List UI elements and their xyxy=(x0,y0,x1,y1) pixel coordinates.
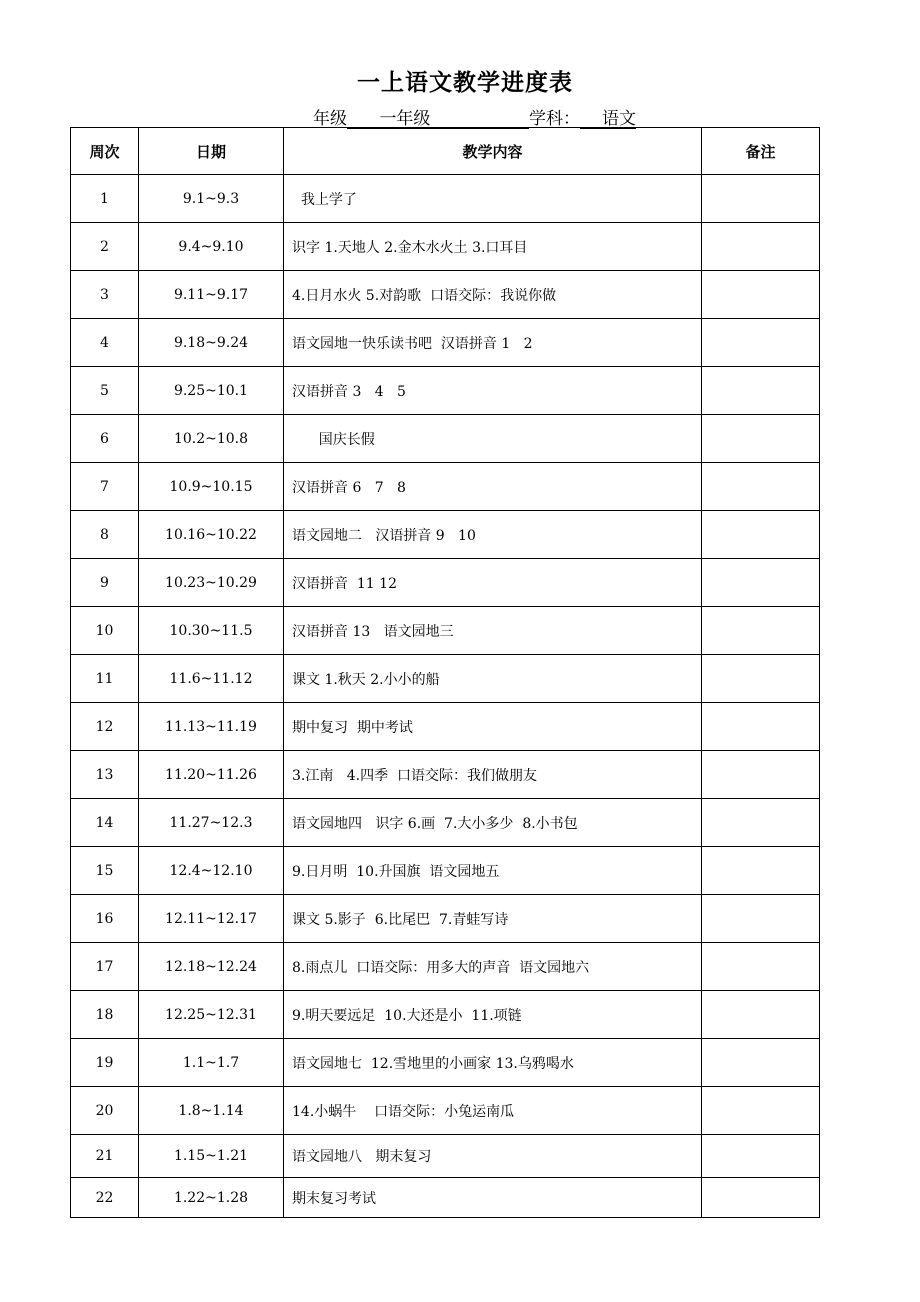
week-cell: 11 xyxy=(71,655,139,703)
note-cell xyxy=(702,751,820,799)
note-cell xyxy=(702,1135,820,1178)
content-cell: 识字 1.天地人 2.金木水火土 3.口耳目 xyxy=(284,223,702,271)
header-week: 周次 xyxy=(71,128,139,175)
content-cell: 课文 5.影子 6.比尾巴 7.青蛙写诗 xyxy=(284,895,702,943)
date-cell: 11.13~11.19 xyxy=(139,703,284,751)
content-cell: 国庆长假 xyxy=(284,415,702,463)
subject-label: 学科： xyxy=(529,109,580,129)
note-cell xyxy=(702,703,820,751)
table-row xyxy=(71,511,820,559)
week-cell: 15 xyxy=(71,847,139,895)
table-header-row xyxy=(71,128,820,175)
date-cell: 1.1~1.7 xyxy=(139,1039,284,1087)
schedule-table xyxy=(70,127,820,1218)
content-cell: 4.日月水火 5.对韵歌 口语交际：我说你做 xyxy=(284,271,702,319)
note-cell xyxy=(702,1039,820,1087)
note-cell xyxy=(702,1087,820,1135)
content-cell: 3.江南 4.四季 口语交际：我们做朋友 xyxy=(284,751,702,799)
content-cell: 期末复习考试 xyxy=(284,1178,702,1218)
date-cell: 10.30~11.5 xyxy=(139,607,284,655)
content-cell: 语文园地八 期末复习 xyxy=(284,1135,702,1178)
date-cell: 9.25~10.1 xyxy=(139,367,284,415)
date-cell: 9.11~9.17 xyxy=(139,271,284,319)
table-row xyxy=(71,751,820,799)
week-cell: 16 xyxy=(71,895,139,943)
note-cell xyxy=(702,319,820,367)
content-cell: 语文园地一快乐读书吧 汉语拼音 1 2 xyxy=(284,319,702,367)
date-cell: 12.4~12.10 xyxy=(139,847,284,895)
header-date: 日期 xyxy=(139,128,284,175)
table-row xyxy=(71,463,820,511)
date-cell: 9.1~9.3 xyxy=(139,175,284,223)
table-row xyxy=(71,847,820,895)
date-cell: 10.23~10.29 xyxy=(139,559,284,607)
date-cell: 9.4~9.10 xyxy=(139,223,284,271)
week-cell: 13 xyxy=(71,751,139,799)
note-cell xyxy=(702,655,820,703)
content-cell: 语文园地四 识字 6.画 7.大小多少 8.小书包 xyxy=(284,799,702,847)
content-cell: 8.雨点儿 口语交际：用多大的声音 语文园地六 xyxy=(284,943,702,991)
note-cell xyxy=(702,799,820,847)
content-cell: 14.小蜗牛 口语交际：小兔运南瓜 xyxy=(284,1087,702,1135)
date-cell: 10.2~10.8 xyxy=(139,415,284,463)
week-cell: 12 xyxy=(71,703,139,751)
note-cell xyxy=(702,559,820,607)
table-row xyxy=(71,271,820,319)
date-cell: 9.18~9.24 xyxy=(139,319,284,367)
table-row xyxy=(71,223,820,271)
note-cell xyxy=(702,847,820,895)
content-cell: 课文 1.秋天 2.小小的船 xyxy=(284,655,702,703)
date-cell: 10.9~10.15 xyxy=(139,463,284,511)
table-row xyxy=(71,319,820,367)
table-row xyxy=(71,175,820,223)
content-cell: 语文园地二 汉语拼音 9 10 xyxy=(284,511,702,559)
date-cell: 12.18~12.24 xyxy=(139,943,284,991)
header-note: 备注 xyxy=(702,128,820,175)
table-row xyxy=(71,1087,820,1135)
note-cell xyxy=(702,463,820,511)
grade-subject-line xyxy=(313,104,636,129)
note-cell xyxy=(702,271,820,319)
content-cell: 汉语拼音 6 7 8 xyxy=(284,463,702,511)
grade-label: 年级 xyxy=(313,109,347,129)
note-cell xyxy=(702,943,820,991)
week-cell: 4 xyxy=(71,319,139,367)
week-cell: 6 xyxy=(71,415,139,463)
table-row xyxy=(71,895,820,943)
table-row xyxy=(71,943,820,991)
table-row xyxy=(71,607,820,655)
week-cell: 3 xyxy=(71,271,139,319)
week-cell: 10 xyxy=(71,607,139,655)
content-cell: 9.日月明 10.升国旗 语文园地五 xyxy=(284,847,702,895)
content-cell: 语文园地七 12.雪地里的小画家 13.乌鸦喝水 xyxy=(284,1039,702,1087)
note-cell xyxy=(702,991,820,1039)
date-cell: 12.11~12.17 xyxy=(139,895,284,943)
week-cell: 2 xyxy=(71,223,139,271)
date-cell: 10.16~10.22 xyxy=(139,511,284,559)
table-row xyxy=(71,415,820,463)
week-cell: 14 xyxy=(71,799,139,847)
grade-value: 一年级 xyxy=(347,110,457,129)
table-row xyxy=(71,1135,820,1178)
content-cell: 9.明天要远足 10.大还是小 11.项链 xyxy=(284,991,702,1039)
table-row xyxy=(71,991,820,1039)
header-content: 教学内容 xyxy=(284,128,702,175)
subject-value: 语文 xyxy=(580,110,636,129)
table-row xyxy=(71,1039,820,1087)
date-cell: 11.27~12.3 xyxy=(139,799,284,847)
week-cell: 19 xyxy=(71,1039,139,1087)
table-row xyxy=(71,1178,820,1218)
content-cell: 汉语拼音 13 语文园地三 xyxy=(284,607,702,655)
week-cell: 17 xyxy=(71,943,139,991)
note-cell xyxy=(702,895,820,943)
table-row xyxy=(71,367,820,415)
content-cell: 我上学了 xyxy=(284,175,702,223)
week-cell: 1 xyxy=(71,175,139,223)
note-cell xyxy=(702,607,820,655)
date-cell: 1.15~1.21 xyxy=(139,1135,284,1178)
date-cell: 1.8~1.14 xyxy=(139,1087,284,1135)
date-cell: 11.6~11.12 xyxy=(139,655,284,703)
date-cell: 1.22~1.28 xyxy=(139,1178,284,1218)
table-row xyxy=(71,799,820,847)
note-cell xyxy=(702,175,820,223)
table-body xyxy=(71,175,820,1218)
content-cell: 期中复习 期中考试 xyxy=(284,703,702,751)
content-cell: 汉语拼音 3 4 5 xyxy=(284,367,702,415)
page-title: 一上语文教学进度表 xyxy=(357,70,573,96)
week-cell: 20 xyxy=(71,1087,139,1135)
date-cell: 11.20~11.26 xyxy=(139,751,284,799)
table-row xyxy=(71,703,820,751)
table-row xyxy=(71,559,820,607)
content-cell: 汉语拼音 11 12 xyxy=(284,559,702,607)
note-cell xyxy=(702,511,820,559)
note-cell xyxy=(702,1178,820,1218)
note-cell xyxy=(702,415,820,463)
week-cell: 7 xyxy=(71,463,139,511)
week-cell: 8 xyxy=(71,511,139,559)
week-cell: 21 xyxy=(71,1135,139,1178)
week-cell: 9 xyxy=(71,559,139,607)
week-cell: 5 xyxy=(71,367,139,415)
note-cell xyxy=(702,367,820,415)
week-cell: 18 xyxy=(71,991,139,1039)
note-cell xyxy=(702,223,820,271)
week-cell: 22 xyxy=(71,1178,139,1218)
date-cell: 12.25~12.31 xyxy=(139,991,284,1039)
table-row xyxy=(71,655,820,703)
